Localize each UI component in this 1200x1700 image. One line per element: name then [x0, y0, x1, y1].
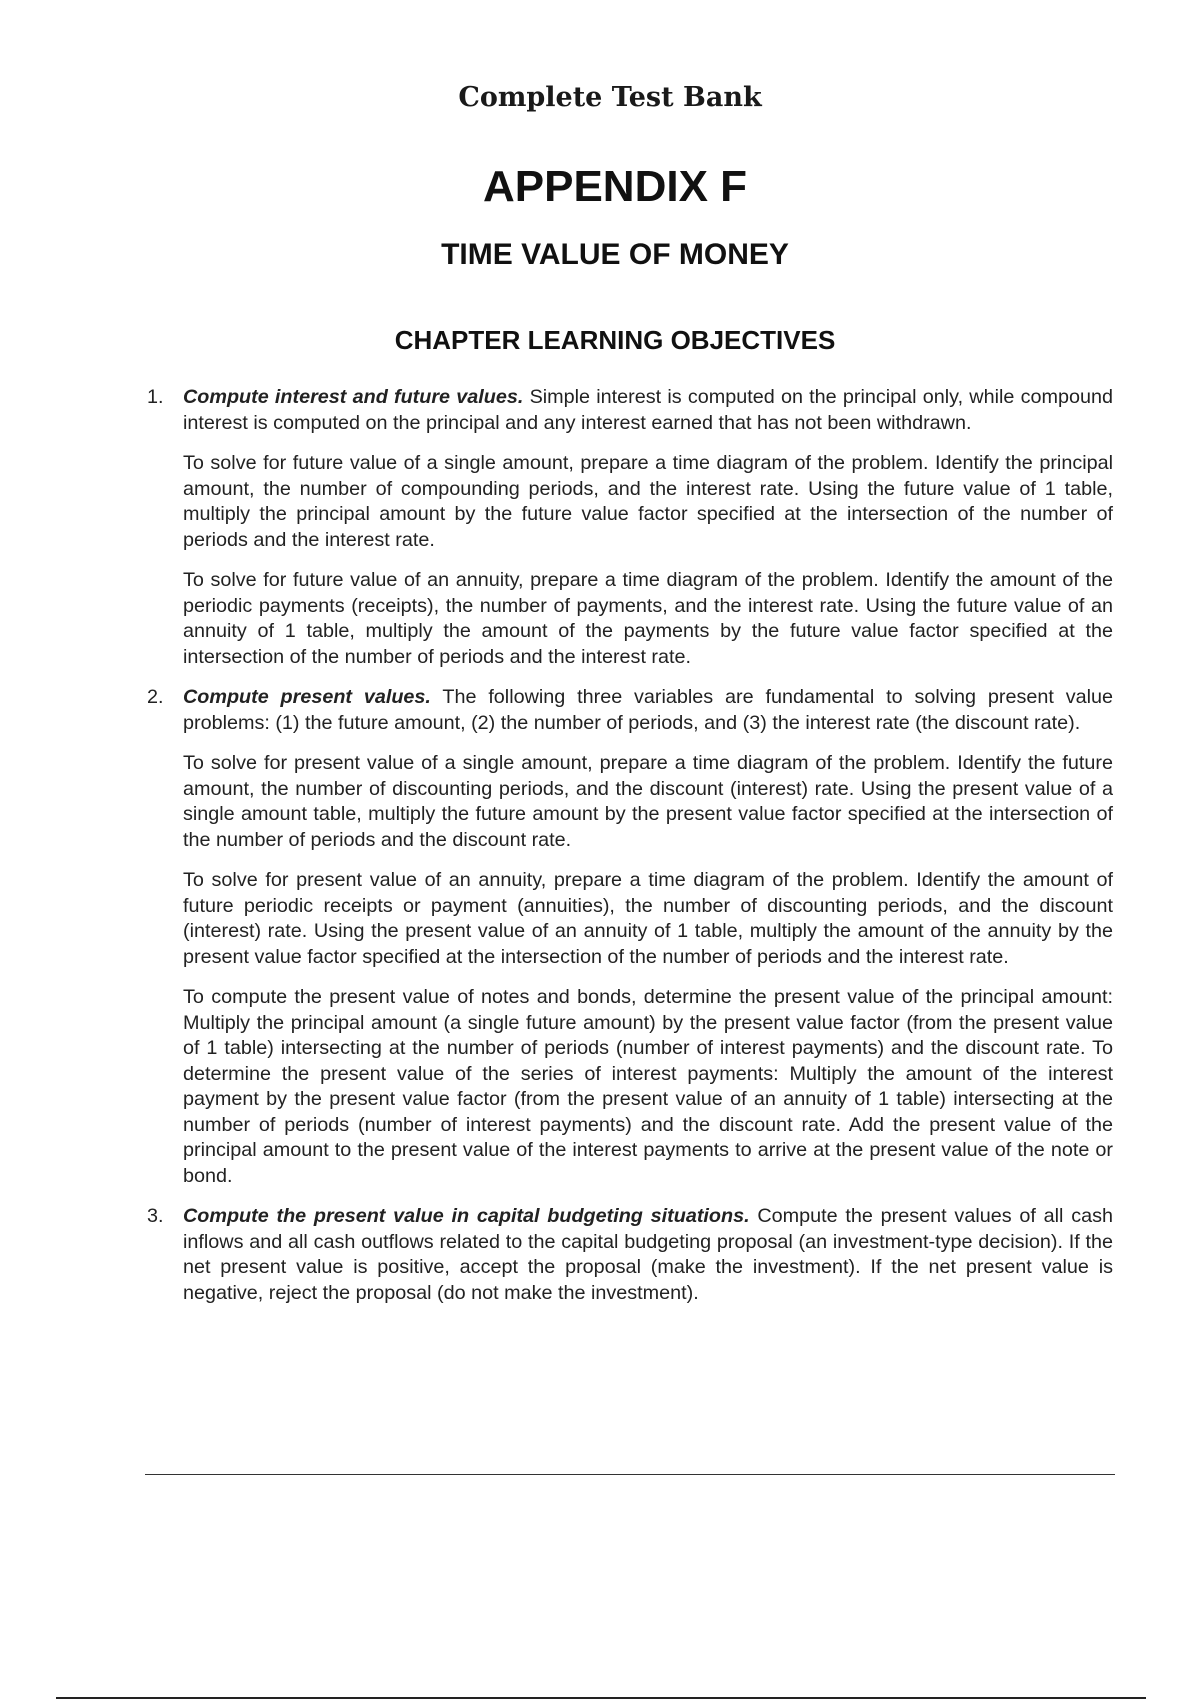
objective-text: Simple interest is computed on the principal only, while compound interest is computed on the principal and any interest earned that has not been withdrawn.	[183, 386, 1113, 434]
objective-lead: Compute the present value in capital budgeting situations.	[183, 1205, 750, 1227]
appendix-title: APPENDIX F	[482, 162, 748, 211]
objective-lead: Compute interest and future values.	[183, 386, 524, 408]
section-divider	[145, 1474, 1115, 1475]
objective-text: The following three variables are fundamental to solving present value problems: (1) the future amount, (2) the number of periods, and (3) the interest rate (the discount rate).	[183, 686, 1113, 734]
objectives-heading: CHAPTER LEARNING OBJECTIVES	[394, 325, 836, 355]
objective-number: 2.	[147, 686, 164, 708]
objective-intro	[183, 1204, 1113, 1306]
objective-text: Compute the present values of all cash inflows and all cash outflows related to the capital budgeting proposal (an investment-type decision). If the net present value is positive, accept the proposal (make the investment). If the net present value is negative, reject the proposal (do not make the investment).	[183, 1205, 1114, 1304]
objective-lead: Compute present values.	[183, 686, 431, 708]
objective-paragraph: To solve for future value of a single amount, prepare a time diagram of the problem. Identify the principal amount, the number of compounding periods, and the interest rate. Using the future value of 1 table, multiply the principal amount by the future value factor specified at the intersection of the number of periods and the interest rate.	[183, 452, 1113, 551]
objective-paragraph: To solve for present value of an annuity, prepare a time diagram of the problem. Identify the amount of future periodic receipts or payment (annuities), the number of discounting periods, and the discount (interest) rate. Using the present value of an annuity of 1 table, multiply the amount of the annuity by the present value factor specified at the intersection of the number of periods and the interest rate.	[183, 869, 1113, 968]
objective-paragraph: To solve for present value of a single amount, prepare a time diagram of the problem. Identify the future amount, the number of discounting periods, and the discount (interest) rate. Using the present value of a single amount table, multiply the future amount by the present value factor specified at the intersection of the number of periods and the discount rate.	[183, 752, 1113, 851]
objective-paragraph: To solve for future value of an annuity, prepare a time diagram of the problem. Identify the amount of the periodic payments (receipts), the number of payments, and the interest rate. Using the future value of an annuity of 1 table, multiply the amount of the payments by the future value factor specified at the intersection of the number of periods and the interest rate.	[183, 569, 1113, 668]
objective-intro	[183, 385, 1113, 436]
objectives-list	[145, 385, 1113, 1321]
objective-number: 3.	[147, 1205, 164, 1227]
objective-intro	[183, 685, 1113, 736]
objective-item	[145, 1204, 1113, 1306]
objective-item	[145, 685, 1113, 1189]
page-bottom-divider	[56, 1697, 1146, 1699]
appendix-subtitle: TIME VALUE OF MONEY	[441, 238, 789, 271]
objective-paragraph: To compute the present value of notes and bonds, determine the present value of the principal amount: Multiply the principal amount (a single future amount) by the present value factor (from the present value of 1 table) intersecting at the number of periods (number of interest payments) and the discount rate. To determine the present value of the series of interest payments: Multiply the amount of the interest payment by the present value factor (from the present value of an annuity of 1 table) intersecting at the number of periods (number of interest payments) and the discount rate. Add the present value of the principal amount to the present value of the interest payments to arrive at the present value of the note or bond.	[183, 986, 1113, 1187]
objective-item	[145, 385, 1113, 670]
objective-number: 1.	[147, 386, 164, 408]
document-subtitle: Complete Test Bank	[458, 82, 762, 113]
